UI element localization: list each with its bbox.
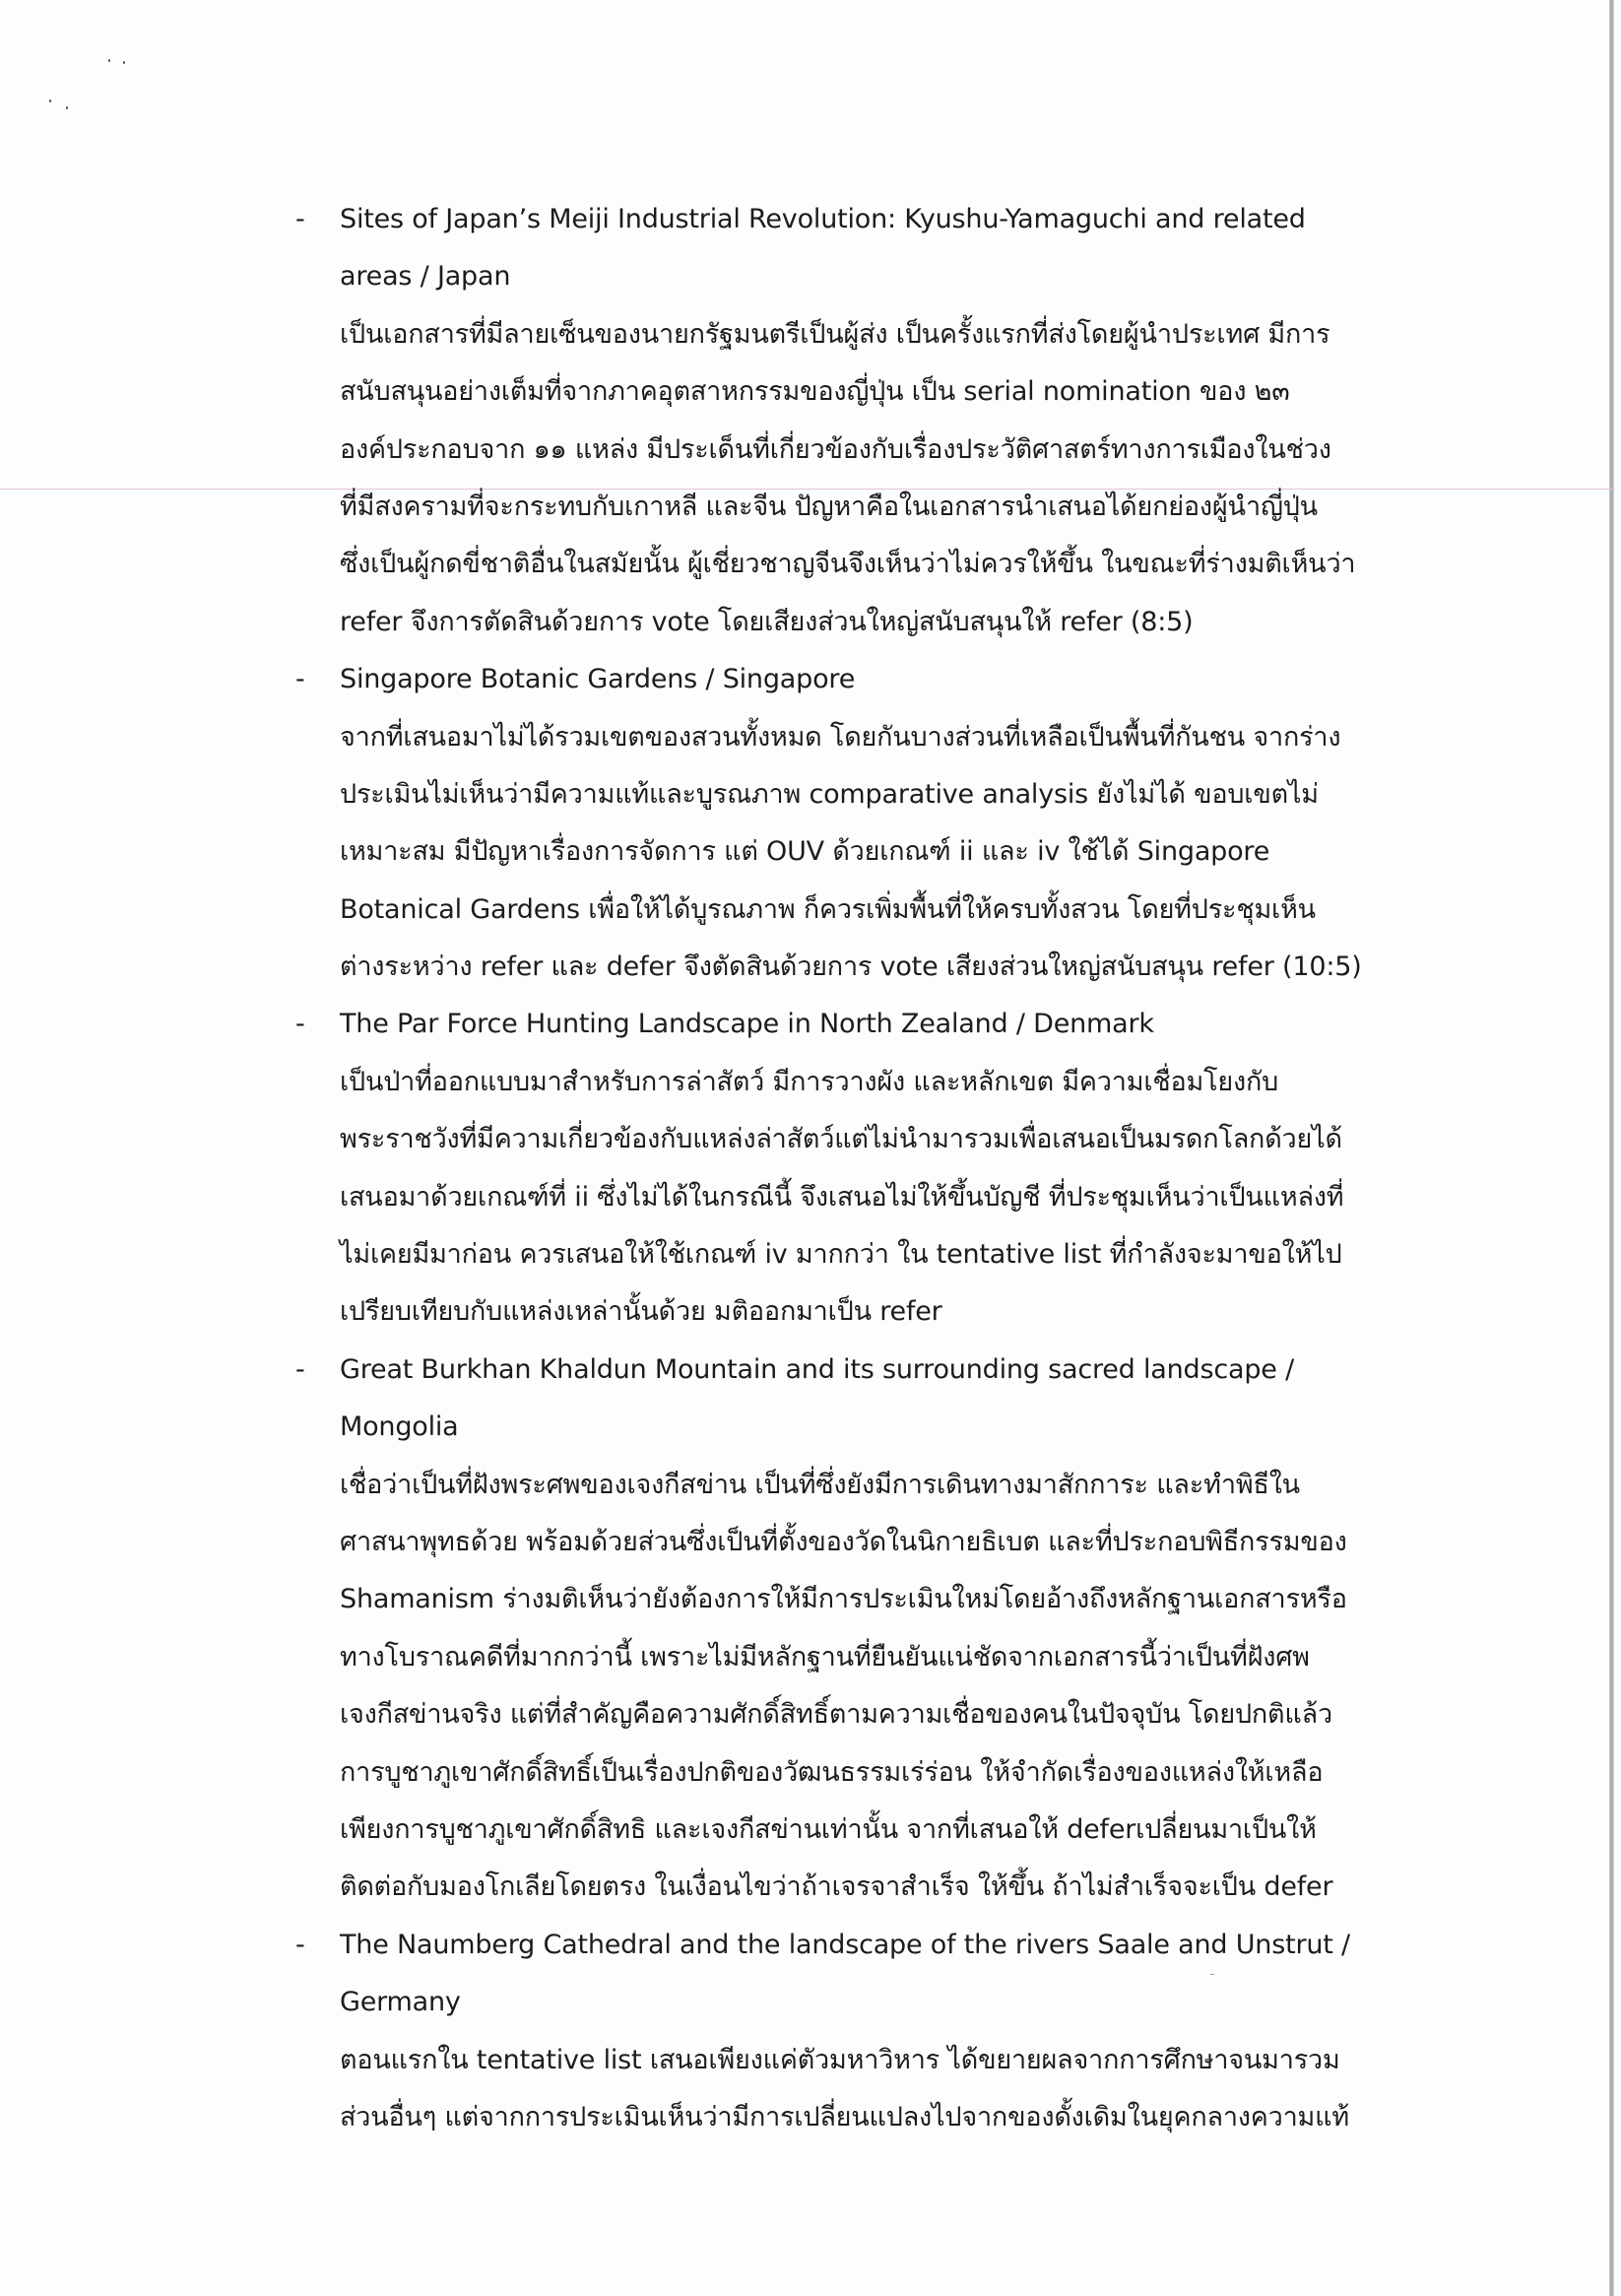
entry-title-text: Singapore Botanic Gardens / Singapore bbox=[340, 664, 856, 695]
scan-speck bbox=[66, 106, 68, 109]
entry-title-line bbox=[295, 191, 1379, 248]
scan-speck bbox=[108, 59, 110, 62]
entry-body-line: สนับสนุนอย่างเต็มที่จากภาคอุตสาหกรรมของญี่ปุ่น เป็น serial nomination ของ ๒๓ bbox=[340, 376, 1290, 408]
entry-body-line: เปรียบเทียบกับแหล่งเหล่านั้นด้วย มติออกมาเป็น refer bbox=[340, 1296, 942, 1328]
bullet-dash: - bbox=[295, 1009, 305, 1040]
scan-speck bbox=[123, 61, 125, 64]
entry-body-line: องค์ประกอบจาก ๑๑ แหล่ง มีประเด็นที่เกี่ยวข้องกับเรื่องประวัติศาสตร์ทางการเมืองในช่วง bbox=[340, 433, 1331, 465]
scan-speck bbox=[49, 99, 51, 102]
entry-title-line bbox=[295, 1342, 1379, 1399]
entry-body-line: เจงกีสข่านจริง แต่ที่สำคัญคือความศักดิ์สิทธิ์ตามความเชื่อของคนในปัจจุบัน โดยปกติแล้ว bbox=[340, 1699, 1332, 1731]
entry-body-line: ไม่เคยมีมาก่อน ควรเสนอให้ใช้เกณฑ์ iv มากกว่า ใน tentative list ที่กำลังจะมาขอให้ไป bbox=[340, 1239, 1342, 1271]
document-body bbox=[295, 191, 1379, 2146]
entry-body-line: พระราชวังที่มีความเกี่ยวข้องกับแหล่งล่าสัตว์แต่ไม่นำมารวมเพื่อเสนอเป็นมรดกโลกด้วยได้ bbox=[340, 1124, 1342, 1155]
entry-title-text: Germany bbox=[340, 1987, 461, 2018]
entry-body-line: Shamanism ร่างมติเห็นว่ายังต้องการให้มีการประเมินใหม่โดยอ้างถึงหลักฐานเอกสารหรือ bbox=[340, 1584, 1347, 1615]
entry-body-line: ซึ่งเป็นผู้กดขี่ชาติอื่นในสมัยนั้น ผู้เชี่ยวชาญจีนจึงเห็นว่าไม่ควรให้ขึ้น ในขณะที่ร่างมติเห็นว่า bbox=[340, 549, 1356, 580]
entry-title-text: The Par Force Hunting Landscape in North Zealand / Denmark bbox=[340, 1009, 1154, 1040]
page-edge-shadow bbox=[1609, 0, 1614, 2296]
entry-body-line: Botanical Gardens เพื่อให้ได้บูรณภาพ ก็ควรเพิ่มพื้นที่ให้ครบทั้งสวน โดยที่ประชุมเห็น bbox=[340, 893, 1316, 925]
entry-body-line: ติดต่อกับมองโกเลียโดยตรง ในเงื่อนไขว่าถ้าเจรจาสำเร็จ ให้ขึ้น ถ้าไม่สำเร็จจะเป็น defer bbox=[340, 1871, 1333, 1903]
entry-title-line bbox=[295, 1917, 1379, 1974]
entry-title-line bbox=[295, 1974, 1379, 2031]
entry-body-line: refer จึงการตัดสินด้วยการ vote โดยเสียงส่วนใหญ่สนับสนุนให้ refer (8:5) bbox=[340, 606, 1194, 637]
entry-title-text: Great Burkhan Khaldun Mountain and its surrounding sacred landscape / bbox=[340, 1353, 1294, 1385]
entry-title-text: The Naumberg Cathedral and the landscape of the rivers Saale and Unstrut / bbox=[340, 1929, 1350, 1960]
entry-body-line: ที่มีสงครามที่จะกระทบกับเกาหลี และจีน ปัญหาคือในเอกสารนำเสนอได้ยกย่องผู้นำญี่ปุ่น bbox=[340, 491, 1318, 522]
entry-body-line: จากที่เสนอมาไม่ได้รวมเขตของสวนทั้งหมด โดยกันบางส่วนที่เหลือเป็นพื้นที่กันชน จากร่าง bbox=[340, 721, 1341, 753]
entry-body-line: ส่วนอื่นๆ แต่จากการประเมินเห็นว่ามีการเปลี่ยนแปลงไปจากของดั้งเดิมในยุคกลางความแท้ bbox=[340, 2101, 1349, 2132]
entry-title-line bbox=[295, 248, 1379, 305]
entry-body-line: เชื่อว่าเป็นที่ฝังพระศพของเจงกีสข่าน เป็นที่ซึ่งยังมีการเดินทางมาสักการะ และทำพิธีใน bbox=[340, 1469, 1300, 1500]
document-entry bbox=[295, 1917, 1379, 2147]
entry-title-line bbox=[295, 1399, 1379, 1456]
document-entry bbox=[295, 996, 1379, 1341]
entry-body-line: เหมาะสม มีปัญหาเรื่องการจัดการ แต่ OUV ด้วยเกณฑ์ ii และ iv ใช้ได้ Singapore bbox=[340, 836, 1270, 868]
document-entry bbox=[295, 1342, 1379, 1917]
entry-body-line: เพียงการบูชาภูเขาศักดิ์สิทธิ และเจงกีสข่านเท่านั้น จากที่เสนอให้ deferเปลี่ยนมาเป็นให้ bbox=[340, 1813, 1317, 1845]
entry-body-line: การบูชาภูเขาศักดิ์สิทธิ์เป็นเรื่องปกติของวัฒนธรรมเร่ร่อน ให้จำกัดเรื่องของแหล่งให้เหลือ bbox=[340, 1756, 1324, 1788]
entry-body-line: เสนอมาด้วยเกณฑ์ที่ ii ซึ่งไม่ได้ในกรณีนี้ จึงเสนอไม่ให้ขึ้นบัญชี ที่ประชุมเห็นว่าเป็นแหล่งที่ bbox=[340, 1181, 1344, 1213]
bullet-dash: - bbox=[295, 664, 305, 695]
bullet-dash: - bbox=[295, 204, 305, 234]
document-entry bbox=[295, 191, 1379, 651]
entry-title-line bbox=[295, 996, 1379, 1053]
entry-body-line: ศาสนาพุทธด้วย พร้อมด้วยส่วนซึ่งเป็นที่ตั้งของวัดในนิกายธิเบต และที่ประกอบพิธีกรรมของ bbox=[340, 1526, 1347, 1557]
entry-body-line: ทางโบราณคดีที่มากกว่านี้ เพราะไม่มีหลักฐานที่ยืนยันแน่ชัดจากเอกสารนี้ว่าเป็นที่ฝังศพ bbox=[340, 1641, 1310, 1673]
bullet-dash: - bbox=[295, 1929, 305, 1960]
entry-body-line: ต่างระหว่าง refer และ defer จึงตัดสินด้วยการ vote เสียงส่วนใหญ่สนับสนุน refer (10:5) bbox=[340, 951, 1362, 983]
entry-body-line: ตอนแรกใน tentative list เสนอเพียงแค่ตัวมหาวิหาร ได้ขยายผลจากการศึกษาจนมารวม bbox=[340, 2044, 1340, 2075]
entry-body-line: เป็นเอกสารที่มีลายเซ็นของนายกรัฐมนตรีเป็นผู้ส่ง เป็นครั้งแรกที่ส่งโดยผู้นำประเทศ มีการ bbox=[340, 318, 1330, 350]
bullet-dash: - bbox=[295, 1353, 305, 1385]
entry-title-line bbox=[295, 651, 1379, 708]
document-entry bbox=[295, 651, 1379, 996]
entry-body-line: เป็นป่าที่ออกแบบมาสำหรับการล่าสัตว์ มีการวางผัง และหลักเขต มีความเชื่อมโยงกับ bbox=[340, 1066, 1279, 1097]
entry-title-text: areas / Japan bbox=[340, 261, 511, 293]
entry-title-text: Sites of Japan’s Meiji Industrial Revolution: Kyushu-Yamaguchi and related bbox=[340, 204, 1306, 234]
entry-body-line: ประเมินไม่เห็นว่ามีความแท้และบูรณภาพ comparative analysis ยังไม่ได้ ขอบเขตไม่ bbox=[340, 778, 1319, 810]
entry-title-text: Mongolia bbox=[340, 1411, 459, 1443]
